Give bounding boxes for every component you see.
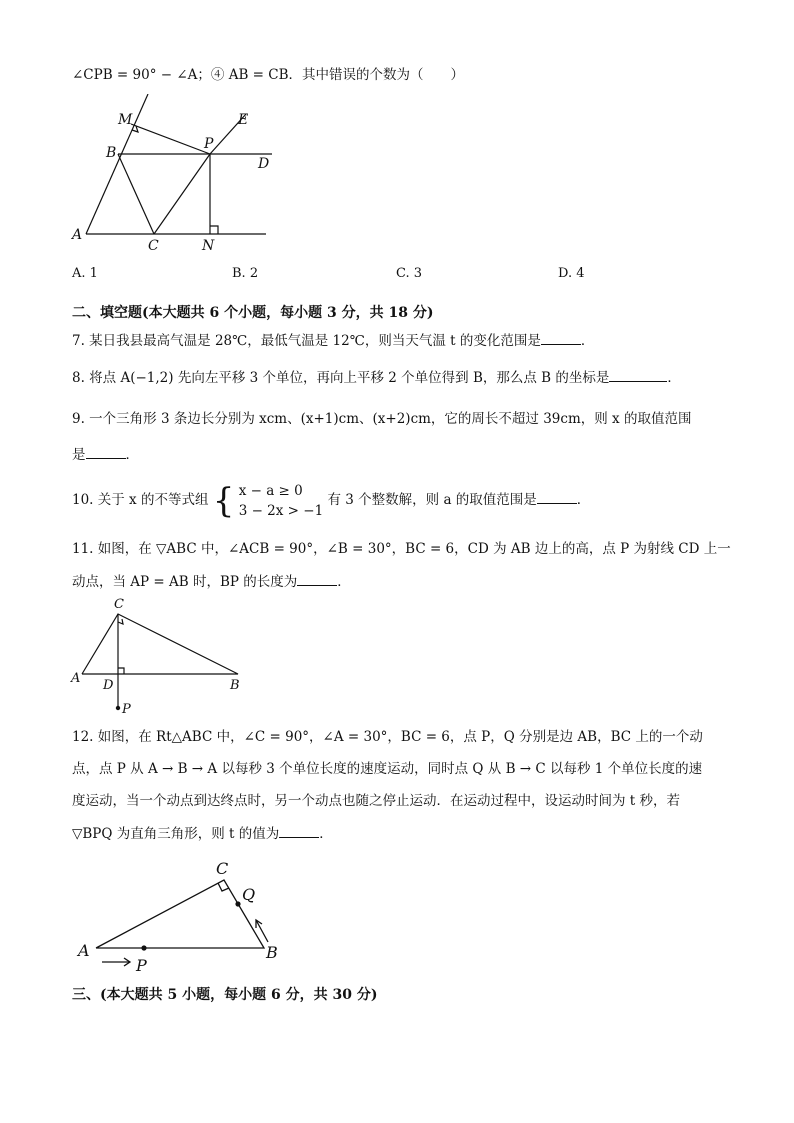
fig12-label-q: Q bbox=[242, 885, 256, 904]
fig6-label-n: N bbox=[202, 238, 215, 254]
q9-line2: 是 ． bbox=[72, 447, 139, 463]
q9-line2-text: 是 bbox=[72, 447, 86, 463]
fig6-label-p: P bbox=[204, 136, 214, 152]
q12-line1: 12. 如图，在 Rt△ABC 中，∠C = 90°，∠A = 30°，BC = 6，点 P，Q 分别是边 AB，BC 上的一个动 bbox=[72, 729, 703, 745]
q10-suffix: 有 3 个整数解，则 a 的取值范围是 bbox=[327, 492, 537, 508]
q10-prefix: 10. 关于 x 的不等式组 bbox=[72, 492, 209, 508]
fig12-label-c: C bbox=[216, 859, 229, 878]
q12-line4-text: ▽BPQ 为直角三角形，则 t 的值为 bbox=[72, 826, 280, 842]
q10-inequality-2: 3 − 2x > −1 bbox=[238, 502, 324, 519]
q6-option-c: C. 3 bbox=[396, 266, 423, 281]
fig6-label-b: B bbox=[106, 145, 117, 161]
fig6-label-d: D bbox=[258, 156, 270, 172]
q10-inequality-1: x − a ≥ 0 bbox=[238, 482, 303, 499]
q6-figure bbox=[66, 94, 286, 254]
fig11-label-c: C bbox=[114, 597, 124, 612]
q11-answer-blank bbox=[297, 572, 337, 586]
fig6-label-c: C bbox=[148, 238, 159, 254]
section3-heading: 三、(本大题共 5 小题，每小题 6 分，共 30 分) bbox=[72, 987, 378, 1003]
q12-figure bbox=[72, 852, 292, 976]
q7-text: 7. 某日我县最高气温是 28℃，最低气温是 12℃，则当天气温 t 的变化范围是 bbox=[72, 333, 541, 349]
q12-line2: 点，点 P 从 A → B → A 以每秒 3 个单位长度的速度运动，同时点 Q 从 B → C 以每秒 1 个单位长度的速 bbox=[72, 761, 703, 777]
q10-line: 10. 关于 x 的不等式组 { x − a ≥ 0 3 − 2x > −1 有 3 个整数解，则 a 的取值范围是 ． bbox=[72, 480, 591, 521]
q6-option-a: A. 1 bbox=[72, 266, 98, 281]
q7-answer-blank bbox=[541, 331, 581, 345]
q8-answer-blank bbox=[609, 368, 667, 382]
q10-system bbox=[239, 481, 323, 521]
q6-tail-line bbox=[72, 66, 464, 84]
fig12-label-a: A bbox=[78, 941, 90, 960]
q8-text: 8. 将点 A(−1,2) 先向左平移 3 个单位，再向上平移 2 个单位得到 B，那么点 B 的坐标是 bbox=[72, 370, 610, 386]
q11-line2-text: 动点，当 AP = AB 时，BP 的长度为 bbox=[72, 574, 298, 590]
q6-option-d: D. 4 bbox=[558, 266, 585, 281]
fig12-label-b: B bbox=[266, 943, 278, 962]
q11-line1: 11. 如图，在 ▽ABC 中，∠ACB = 90°，∠B = 30°，BC = 6，CD 为 AB 边上的高，点 P 为射线 CD 上一 bbox=[72, 541, 731, 557]
q11-figure bbox=[66, 594, 256, 718]
fig6-label-a: A bbox=[72, 227, 83, 243]
q12-line3: 度运动，当一个动点到达终点时，另一个动点也随之停止运动．在运动过程中，设运动时间为 t 秒，若 bbox=[72, 793, 681, 809]
q8-line: 8. 将点 A(−1,2) 先向左平移 3 个单位，再向上平移 2 个单位得到 B，那么点 B 的坐标是 ． bbox=[72, 370, 681, 386]
q7-line: 7. 某日我县最高气温是 28℃，最低气温是 12℃，则当天气温 t 的变化范围是 ． bbox=[72, 333, 595, 349]
q6-option-b: B. 2 bbox=[232, 266, 259, 281]
fig11-label-d: D bbox=[103, 678, 114, 693]
q9-answer-blank bbox=[86, 445, 126, 459]
fig11-label-a: A bbox=[71, 671, 81, 686]
fig11-label-b: B bbox=[230, 678, 240, 693]
q6-tail-text: ∠CPB = 90° − ∠A；④ AB = CB．其中错误的个数为（ ） bbox=[72, 67, 465, 83]
section2-heading: 二、填空题(本大题共 6 个小题，每小题 3 分，共 18 分) bbox=[72, 305, 434, 321]
q10-answer-blank bbox=[537, 490, 577, 504]
q10-brace: { bbox=[212, 480, 235, 521]
q11-line2: 动点，当 AP = AB 时，BP 的长度为 ． bbox=[72, 574, 351, 590]
fig12-label-p: P bbox=[136, 956, 147, 975]
fig11-label-p: P bbox=[122, 702, 131, 717]
fig6-label-e: E bbox=[238, 112, 249, 128]
q12-line4: ▽BPQ 为直角三角形，则 t 的值为 ． bbox=[72, 826, 333, 842]
q9-line1: 9. 一个三角形 3 条边长分别为 xcm、(x+1)cm、(x+2)cm，它的周长不超过 39cm，则 x 的取值范围 bbox=[72, 411, 692, 427]
fig6-label-m: M bbox=[118, 112, 133, 128]
q12-answer-blank bbox=[279, 824, 319, 838]
